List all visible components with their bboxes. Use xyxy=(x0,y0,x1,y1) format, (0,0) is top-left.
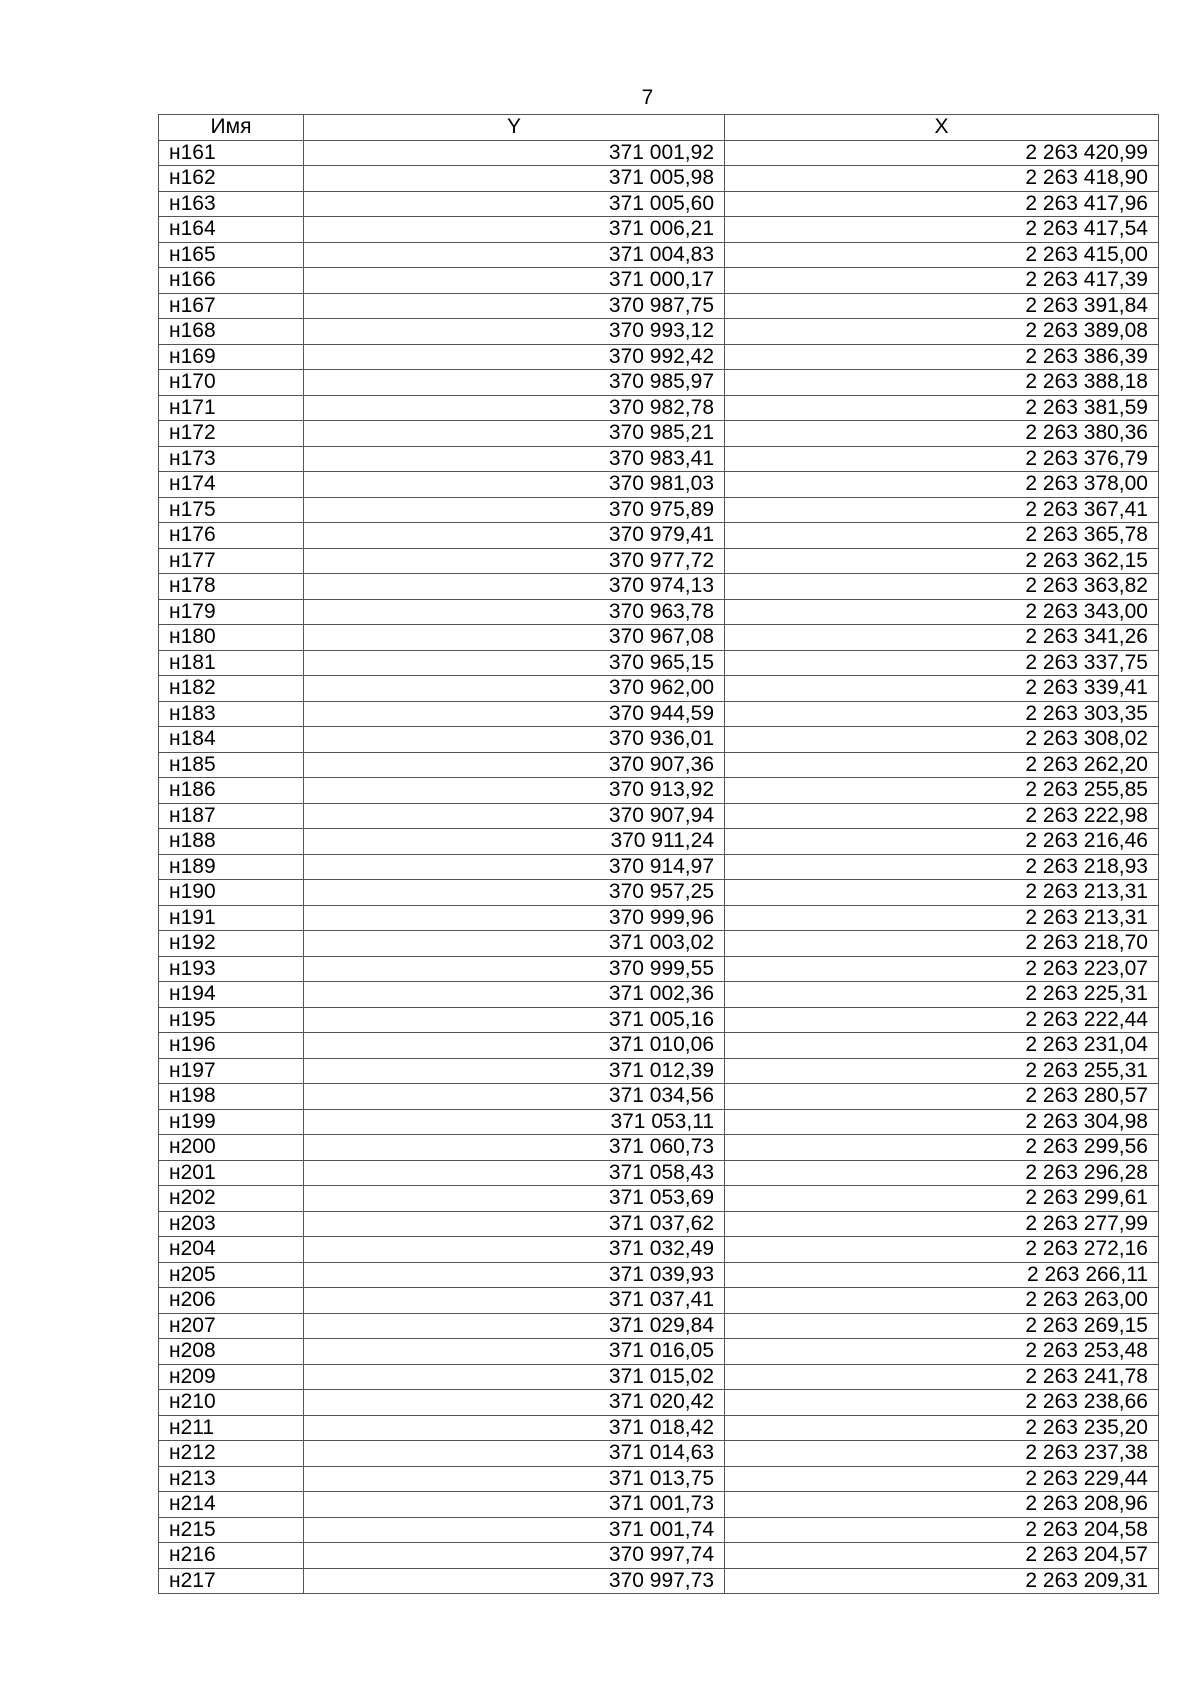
cell-x: 2 263 263,00 xyxy=(725,1288,1159,1314)
cell-x: 2 263 218,70 xyxy=(725,931,1159,957)
cell-y: 370 999,96 xyxy=(304,905,725,931)
cell-x: 2 263 213,31 xyxy=(725,880,1159,906)
cell-y: 370 985,97 xyxy=(304,370,725,396)
cell-y: 370 911,24 xyxy=(304,829,725,855)
cell-point-name: н167 xyxy=(159,293,304,319)
cell-x: 2 263 337,75 xyxy=(725,650,1159,676)
cell-point-name: н162 xyxy=(159,166,304,192)
coordinates-table xyxy=(158,114,1159,1594)
cell-y: 370 936,01 xyxy=(304,727,725,753)
cell-point-name: н209 xyxy=(159,1364,304,1390)
cell-point-name: н188 xyxy=(159,829,304,855)
cell-point-name: н216 xyxy=(159,1543,304,1569)
cell-x: 2 263 376,79 xyxy=(725,446,1159,472)
cell-x: 2 263 222,98 xyxy=(725,803,1159,829)
cell-x: 2 263 216,46 xyxy=(725,829,1159,855)
cell-y: 370 975,89 xyxy=(304,497,725,523)
cell-point-name: н177 xyxy=(159,548,304,574)
cell-x: 2 263 209,31 xyxy=(725,1568,1159,1594)
cell-point-name: н206 xyxy=(159,1288,304,1314)
cell-y: 371 000,17 xyxy=(304,268,725,294)
cell-point-name: н186 xyxy=(159,778,304,804)
cell-x: 2 263 280,57 xyxy=(725,1084,1159,1110)
table-row xyxy=(159,1517,1159,1543)
cell-y: 370 997,74 xyxy=(304,1543,725,1569)
cell-y: 371 058,43 xyxy=(304,1160,725,1186)
cell-point-name: н198 xyxy=(159,1084,304,1110)
cell-x: 2 263 389,08 xyxy=(725,319,1159,345)
cell-x: 2 263 269,15 xyxy=(725,1313,1159,1339)
cell-y: 371 016,05 xyxy=(304,1339,725,1365)
cell-point-name: н178 xyxy=(159,574,304,600)
cell-y: 371 015,02 xyxy=(304,1364,725,1390)
page-number: 7 xyxy=(641,86,654,109)
cell-y: 370 981,03 xyxy=(304,472,725,498)
cell-y: 371 013,75 xyxy=(304,1466,725,1492)
cell-x: 2 263 386,39 xyxy=(725,344,1159,370)
table-row xyxy=(159,1339,1159,1365)
cell-x: 2 263 417,96 xyxy=(725,191,1159,217)
cell-point-name: н195 xyxy=(159,1007,304,1033)
table-row xyxy=(159,956,1159,982)
table-row xyxy=(159,982,1159,1008)
cell-point-name: н207 xyxy=(159,1313,304,1339)
table-row xyxy=(159,395,1159,421)
table-row xyxy=(159,752,1159,778)
cell-y: 370 987,75 xyxy=(304,293,725,319)
cell-point-name: н172 xyxy=(159,421,304,447)
cell-x: 2 263 272,16 xyxy=(725,1237,1159,1263)
table-row xyxy=(159,778,1159,804)
cell-point-name: н166 xyxy=(159,268,304,294)
cell-y: 370 993,12 xyxy=(304,319,725,345)
cell-x: 2 263 204,58 xyxy=(725,1517,1159,1543)
cell-point-name: н179 xyxy=(159,599,304,625)
cell-point-name: н183 xyxy=(159,701,304,727)
cell-x: 2 263 417,54 xyxy=(725,217,1159,243)
cell-point-name: н163 xyxy=(159,191,304,217)
table-row xyxy=(159,370,1159,396)
table-row xyxy=(159,1058,1159,1084)
table-row xyxy=(159,319,1159,345)
cell-x: 2 263 343,00 xyxy=(725,599,1159,625)
cell-y: 371 029,84 xyxy=(304,1313,725,1339)
cell-point-name: н193 xyxy=(159,956,304,982)
cell-y: 371 002,36 xyxy=(304,982,725,1008)
table-row xyxy=(159,1568,1159,1594)
cell-x: 2 263 388,18 xyxy=(725,370,1159,396)
cell-x: 2 263 339,41 xyxy=(725,676,1159,702)
cell-y: 371 001,73 xyxy=(304,1492,725,1518)
table-row xyxy=(159,1186,1159,1212)
cell-point-name: н187 xyxy=(159,803,304,829)
cell-point-name: н175 xyxy=(159,497,304,523)
table-row xyxy=(159,1364,1159,1390)
cell-x: 2 263 417,39 xyxy=(725,268,1159,294)
cell-point-name: н211 xyxy=(159,1415,304,1441)
cell-y: 371 037,62 xyxy=(304,1211,725,1237)
cell-point-name: н161 xyxy=(159,140,304,166)
cell-y: 370 957,25 xyxy=(304,880,725,906)
cell-point-name: н200 xyxy=(159,1135,304,1161)
table-row xyxy=(159,701,1159,727)
cell-y: 371 034,56 xyxy=(304,1084,725,1110)
cell-y: 371 039,93 xyxy=(304,1262,725,1288)
cell-point-name: н176 xyxy=(159,523,304,549)
table-row xyxy=(159,625,1159,651)
table-row xyxy=(159,1543,1159,1569)
cell-y: 371 014,63 xyxy=(304,1441,725,1467)
table-row xyxy=(159,880,1159,906)
table-row xyxy=(159,472,1159,498)
cell-y: 370 979,41 xyxy=(304,523,725,549)
cell-y: 371 005,98 xyxy=(304,166,725,192)
cell-x: 2 263 222,44 xyxy=(725,1007,1159,1033)
table-row xyxy=(159,1033,1159,1059)
table-row xyxy=(159,829,1159,855)
cell-point-name: н164 xyxy=(159,217,304,243)
cell-x: 2 263 262,20 xyxy=(725,752,1159,778)
table-row xyxy=(159,1135,1159,1161)
cell-point-name: н174 xyxy=(159,472,304,498)
cell-x: 2 263 362,15 xyxy=(725,548,1159,574)
cell-x: 2 263 341,26 xyxy=(725,625,1159,651)
cell-x: 2 263 363,82 xyxy=(725,574,1159,600)
cell-y: 370 944,59 xyxy=(304,701,725,727)
cell-x: 2 263 218,93 xyxy=(725,854,1159,880)
cell-point-name: н168 xyxy=(159,319,304,345)
table-row xyxy=(159,1492,1159,1518)
table-row xyxy=(159,1288,1159,1314)
cell-y: 370 963,78 xyxy=(304,599,725,625)
cell-x: 2 263 225,31 xyxy=(725,982,1159,1008)
table-row xyxy=(159,931,1159,957)
cell-point-name: н171 xyxy=(159,395,304,421)
cell-x: 2 263 241,78 xyxy=(725,1364,1159,1390)
cell-y: 371 006,21 xyxy=(304,217,725,243)
cell-point-name: н190 xyxy=(159,880,304,906)
cell-point-name: н208 xyxy=(159,1339,304,1365)
cell-x: 2 263 299,56 xyxy=(725,1135,1159,1161)
cell-point-name: н185 xyxy=(159,752,304,778)
table-row xyxy=(159,191,1159,217)
table-row xyxy=(159,1262,1159,1288)
cell-point-name: н173 xyxy=(159,446,304,472)
table-row xyxy=(159,166,1159,192)
cell-point-name: н191 xyxy=(159,905,304,931)
cell-x: 2 263 380,36 xyxy=(725,421,1159,447)
cell-y: 371 012,39 xyxy=(304,1058,725,1084)
table-row xyxy=(159,803,1159,829)
cell-y: 371 053,11 xyxy=(304,1109,725,1135)
cell-y: 371 010,06 xyxy=(304,1033,725,1059)
cell-y: 371 018,42 xyxy=(304,1415,725,1441)
cell-y: 370 977,72 xyxy=(304,548,725,574)
cell-y: 371 003,02 xyxy=(304,931,725,957)
cell-point-name: н205 xyxy=(159,1262,304,1288)
cell-y: 371 060,73 xyxy=(304,1135,725,1161)
cell-x: 2 263 231,04 xyxy=(725,1033,1159,1059)
cell-point-name: н192 xyxy=(159,931,304,957)
table-row xyxy=(159,650,1159,676)
table-row xyxy=(159,1211,1159,1237)
cell-y: 371 001,92 xyxy=(304,140,725,166)
cell-y: 371 005,60 xyxy=(304,191,725,217)
cell-y: 370 999,55 xyxy=(304,956,725,982)
cell-y: 371 037,41 xyxy=(304,1288,725,1314)
table-row xyxy=(159,217,1159,243)
column-header-x: X xyxy=(725,115,1159,141)
table-body xyxy=(159,140,1159,1594)
cell-y: 371 005,16 xyxy=(304,1007,725,1033)
table-row xyxy=(159,905,1159,931)
cell-y: 370 974,13 xyxy=(304,574,725,600)
cell-point-name: н170 xyxy=(159,370,304,396)
cell-x: 2 263 299,61 xyxy=(725,1186,1159,1212)
table-row xyxy=(159,140,1159,166)
table-row xyxy=(159,727,1159,753)
table-row xyxy=(159,1441,1159,1467)
table-row xyxy=(159,574,1159,600)
cell-y: 370 992,42 xyxy=(304,344,725,370)
table-row xyxy=(159,548,1159,574)
table-row xyxy=(159,344,1159,370)
cell-x: 2 263 308,02 xyxy=(725,727,1159,753)
cell-y: 371 032,49 xyxy=(304,1237,725,1263)
cell-x: 2 263 303,35 xyxy=(725,701,1159,727)
cell-x: 2 263 415,00 xyxy=(725,242,1159,268)
table-row xyxy=(159,268,1159,294)
cell-y: 370 962,00 xyxy=(304,676,725,702)
cell-x: 2 263 255,85 xyxy=(725,778,1159,804)
cell-y: 370 907,94 xyxy=(304,803,725,829)
cell-x: 2 263 238,66 xyxy=(725,1390,1159,1416)
column-header-name: Имя xyxy=(159,115,304,141)
cell-x: 2 263 208,96 xyxy=(725,1492,1159,1518)
cell-x: 2 263 378,00 xyxy=(725,472,1159,498)
cell-y: 371 001,74 xyxy=(304,1517,725,1543)
cell-x: 2 263 229,44 xyxy=(725,1466,1159,1492)
cell-point-name: н184 xyxy=(159,727,304,753)
column-header-y: Y xyxy=(304,115,725,141)
cell-y: 370 914,97 xyxy=(304,854,725,880)
table-row xyxy=(159,1313,1159,1339)
cell-point-name: н210 xyxy=(159,1390,304,1416)
cell-point-name: н194 xyxy=(159,982,304,1008)
table-row xyxy=(159,1390,1159,1416)
cell-point-name: н203 xyxy=(159,1211,304,1237)
table-row xyxy=(159,523,1159,549)
cell-point-name: н189 xyxy=(159,854,304,880)
table-row xyxy=(159,497,1159,523)
cell-x: 2 263 253,48 xyxy=(725,1339,1159,1365)
table-row xyxy=(159,1084,1159,1110)
cell-y: 370 967,08 xyxy=(304,625,725,651)
cell-point-name: н204 xyxy=(159,1237,304,1263)
cell-x: 2 263 391,84 xyxy=(725,293,1159,319)
cell-x: 2 263 418,90 xyxy=(725,166,1159,192)
table-row xyxy=(159,1109,1159,1135)
cell-point-name: н202 xyxy=(159,1186,304,1212)
table-row xyxy=(159,242,1159,268)
cell-point-name: н180 xyxy=(159,625,304,651)
cell-y: 371 020,42 xyxy=(304,1390,725,1416)
cell-point-name: н165 xyxy=(159,242,304,268)
cell-point-name: н196 xyxy=(159,1033,304,1059)
table-row xyxy=(159,1415,1159,1441)
cell-point-name: н215 xyxy=(159,1517,304,1543)
table-row xyxy=(159,1466,1159,1492)
cell-x: 2 263 381,59 xyxy=(725,395,1159,421)
cell-x: 2 263 304,98 xyxy=(725,1109,1159,1135)
cell-point-name: н182 xyxy=(159,676,304,702)
cell-y: 370 965,15 xyxy=(304,650,725,676)
table-row xyxy=(159,446,1159,472)
cell-y: 370 997,73 xyxy=(304,1568,725,1594)
cell-point-name: н197 xyxy=(159,1058,304,1084)
table-row xyxy=(159,676,1159,702)
cell-x: 2 263 237,38 xyxy=(725,1441,1159,1467)
cell-x: 2 263 296,28 xyxy=(725,1160,1159,1186)
table-row xyxy=(159,599,1159,625)
cell-x: 2 263 223,07 xyxy=(725,956,1159,982)
cell-y: 371 004,83 xyxy=(304,242,725,268)
cell-y: 370 907,36 xyxy=(304,752,725,778)
cell-x: 2 263 235,20 xyxy=(725,1415,1159,1441)
cell-point-name: н212 xyxy=(159,1441,304,1467)
cell-point-name: н199 xyxy=(159,1109,304,1135)
table-row xyxy=(159,1160,1159,1186)
cell-x: 2 263 277,99 xyxy=(725,1211,1159,1237)
cell-point-name: н217 xyxy=(159,1568,304,1594)
cell-y: 370 983,41 xyxy=(304,446,725,472)
header-row xyxy=(159,115,1159,141)
cell-point-name: н213 xyxy=(159,1466,304,1492)
cell-point-name: н214 xyxy=(159,1492,304,1518)
cell-x: 2 263 367,41 xyxy=(725,497,1159,523)
cell-y: 371 053,69 xyxy=(304,1186,725,1212)
table-row xyxy=(159,1007,1159,1033)
cell-point-name: н181 xyxy=(159,650,304,676)
table-header xyxy=(159,115,1159,141)
cell-x: 2 263 420,99 xyxy=(725,140,1159,166)
table-row xyxy=(159,854,1159,880)
cell-x: 2 263 255,31 xyxy=(725,1058,1159,1084)
cell-y: 370 982,78 xyxy=(304,395,725,421)
cell-x: 2 263 204,57 xyxy=(725,1543,1159,1569)
cell-x: 2 263 266,11 xyxy=(725,1262,1159,1288)
cell-point-name: н201 xyxy=(159,1160,304,1186)
cell-point-name: н169 xyxy=(159,344,304,370)
cell-y: 370 985,21 xyxy=(304,421,725,447)
table-row xyxy=(159,293,1159,319)
cell-x: 2 263 213,31 xyxy=(725,905,1159,931)
cell-y: 370 913,92 xyxy=(304,778,725,804)
table-row xyxy=(159,1237,1159,1263)
table-row xyxy=(159,421,1159,447)
cell-x: 2 263 365,78 xyxy=(725,523,1159,549)
